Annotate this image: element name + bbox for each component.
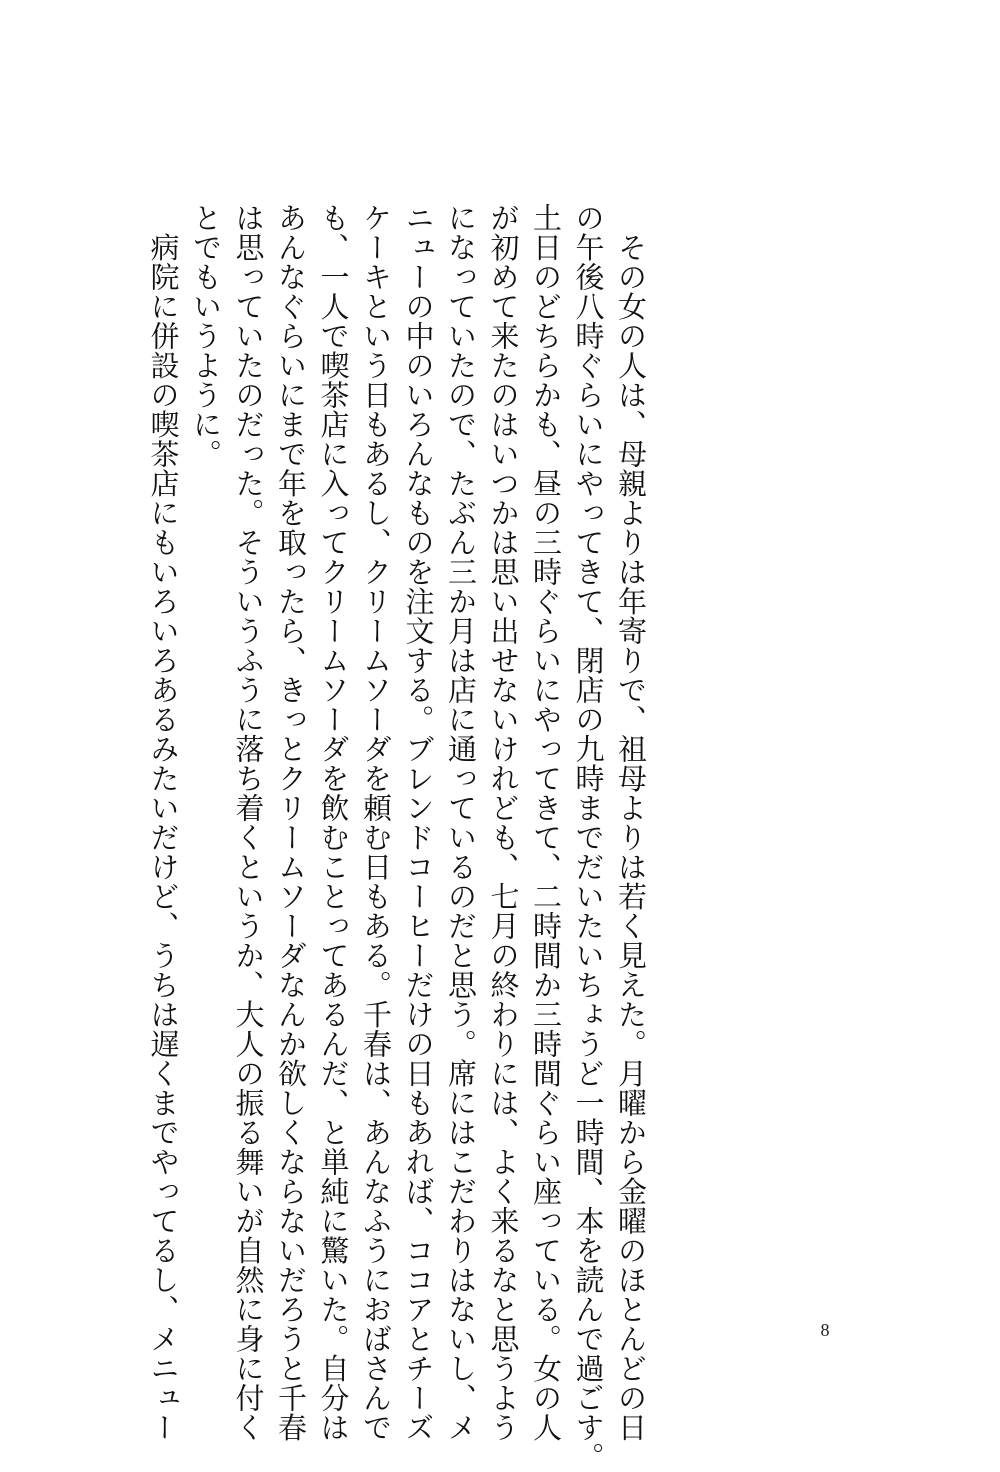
vertical-body-text bbox=[142, 203, 652, 1472]
page-number: 8 bbox=[820, 1320, 830, 1340]
text-line: が初めて来たのはいつかは思い出せないけれども、七月の終わりには、よく来るなと思うよう bbox=[486, 203, 521, 1442]
text-line: の午後八時ぐらいにやってきて、閉店の九時までだいたいちょうど一時間、本を読んで過ごす。 bbox=[571, 203, 606, 1472]
text-line: とでもいうように。 bbox=[189, 203, 223, 469]
text-line: その女の人は、母親よりは年寄りで、祖母よりは若く見えた。月曜から金曜のほとんどの日 bbox=[614, 203, 648, 1442]
text-line: も、一人で喫茶店に入ってクリームソーダを飲むことってあるんだ、と単純に驚いた。自分は bbox=[316, 203, 351, 1442]
text-line: になっていたので、たぶん三か月は店に通っているのだと思う。席にはこだわりはないし、メ bbox=[444, 203, 478, 1442]
text-line: あんなぐらいにまで年を取ったら、きっとクリームソーダなんか欲しくならないだろうと千春 bbox=[274, 203, 308, 1442]
text-line: は思っていたのだった。そういうふうに落ち着くというか、大人の振る舞いが自然に身に付く bbox=[231, 203, 266, 1442]
text-line: 土日のどちらかも、昼の三時ぐらいにやってきて、二時間か三時間ぐらい座っている。女の人 bbox=[529, 203, 563, 1442]
text-line: ケーキという日もあるし、クリームソーダを頼む日もある。千春は、あんなふうにおばさんで bbox=[359, 203, 393, 1442]
text-line: 病院に併設の喫茶店にもいろいろあるみたいだけど、うちは遅くまでやってるし、メニュー bbox=[146, 203, 181, 1442]
text-line: ニューの中のいろんなものを注文する。ブレンドコーヒーだけの日もあれば、ココアとチーズ bbox=[401, 203, 436, 1442]
